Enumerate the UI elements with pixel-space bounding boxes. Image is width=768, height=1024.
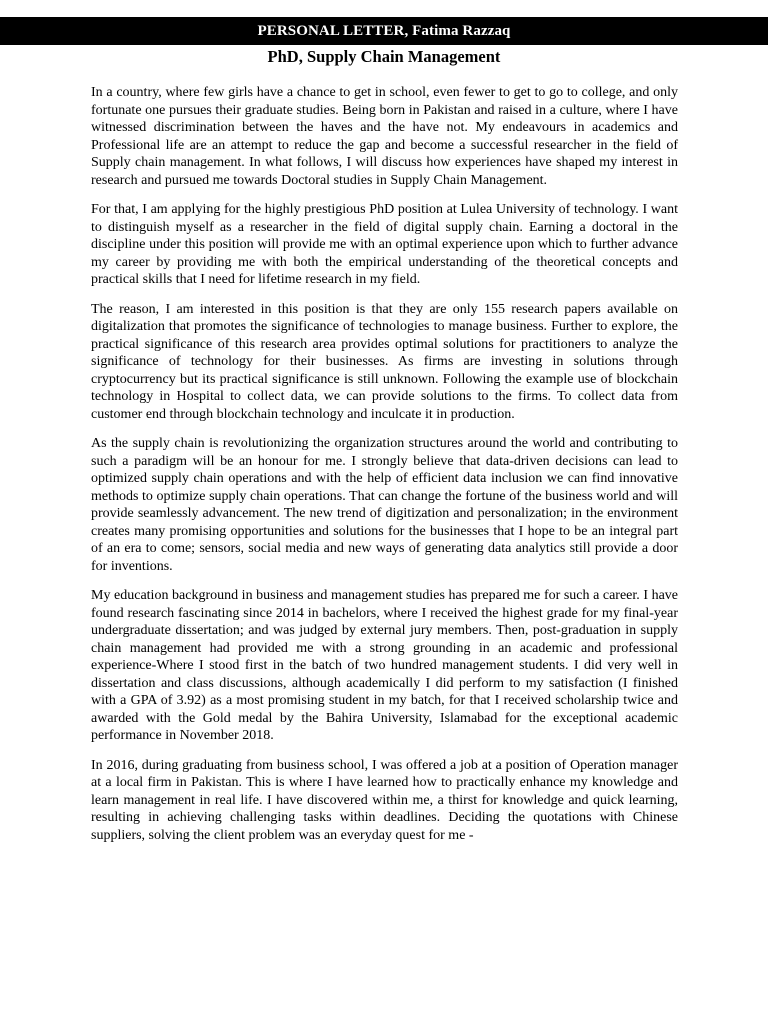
letter-subtitle: PhD, Supply Chain Management	[267, 47, 501, 66]
paragraph-intro: In a country, where few girls have a chance to get in school, even fewer to get to go to college, and only fortunate one pursues their graduate studies. Being born in Pakistan and raised in a culture, where I have witnessed discrimination between the haves and the have not. My endeavours in academics and Professional life are an attempt to reduce the gap and become a successful researcher in the field of Supply chain management. In what follows, I will discuss how experiences have shaped my interest in research and pursued me towards Doctoral studies in Supply Chain Management.	[91, 85, 678, 188]
paragraph-education: My education background in business and management studies has prepared me for such a career. I have found research fascinating since 2014 in bachelors, where I received the highest grade for my final-year undergraduate dissertation; and was judged by external jury members. Then, post-graduation in supply chain management had provided me with a strong grounding in an academic and professional experience-Where I stood first in the batch of two hundred management students. I did very well in dissertation and class discussions, although academically I did perform to my satisfaction (I finished with a GPA of 3.92) as a most promising student in my batch, for that I received scholarship twice and awarded with the Gold medal by the Bahira University, Islamabad for the exceptional academic performance in November 2018.	[91, 588, 678, 743]
paragraph-work-experience: In 2016, during graduating from business school, I was offered a job at a position of Operation manager at a local firm in Pakistan. This is where I have learned how to practically enhance my knowledge and learn management in real life. I have discovered within me, a thirst for knowledge and quick learning, resulting in achieving challenging tasks within deadlines. Deciding the quotations with Chinese suppliers, solving the client problem was an everyday quest for me -	[91, 757, 678, 843]
letter-header-bar	[0, 17, 768, 45]
letter-title: PERSONAL LETTER, Fatima Razzaq	[257, 23, 511, 39]
paragraph-research-interest: The reason, I am interested in this position is that they are only 155 research papers available on digitalization that promotes the significance of technologies to manage business. Further to explore, the practical significance of this research area provides optimal solutions for practitioners to analyze the significance of technology for their businesses. As firms are investing in solutions through cryptocurrency but its practical significance is still unknown. Following the example use of blockchain technology in Hospital to collect data, we can provide solutions to the firms. To collect data from customer end through blockchain technology and inculcate it in production.	[91, 301, 678, 422]
paragraph-application: For that, I am applying for the highly prestigious PhD position at Lulea University of technology. I want to distinguish myself as a researcher in the field of digital supply chain. Earning a doctoral in the discipline under this position will provide me with an optimal experience upon which to further advance my career by providing me with both the empirical understanding of the theoretical concepts and practical skills that I need for lifetime research in my field.	[91, 202, 678, 287]
letter-body	[91, 84, 678, 856]
paragraph-supply-chain-vision: As the supply chain is revolutionizing the organization structures around the world and contributing to such a paradigm will be an honour for me. I strongly believe that data-driven decisions can lead to optimized supply chain operations and with the help of efficient data inclusion we can find innovative methods to optimize supply chain operations. That can change the fortune of the business world and will provide seamlessly advancement. The new trend of digitization and personalization; in the environment creates many promising opportunities and solutions for the businesses that I hope to be an integral part of an era to come; sensors, social media and new ways of generating data analytics still provide a door for inventions.	[91, 436, 678, 574]
